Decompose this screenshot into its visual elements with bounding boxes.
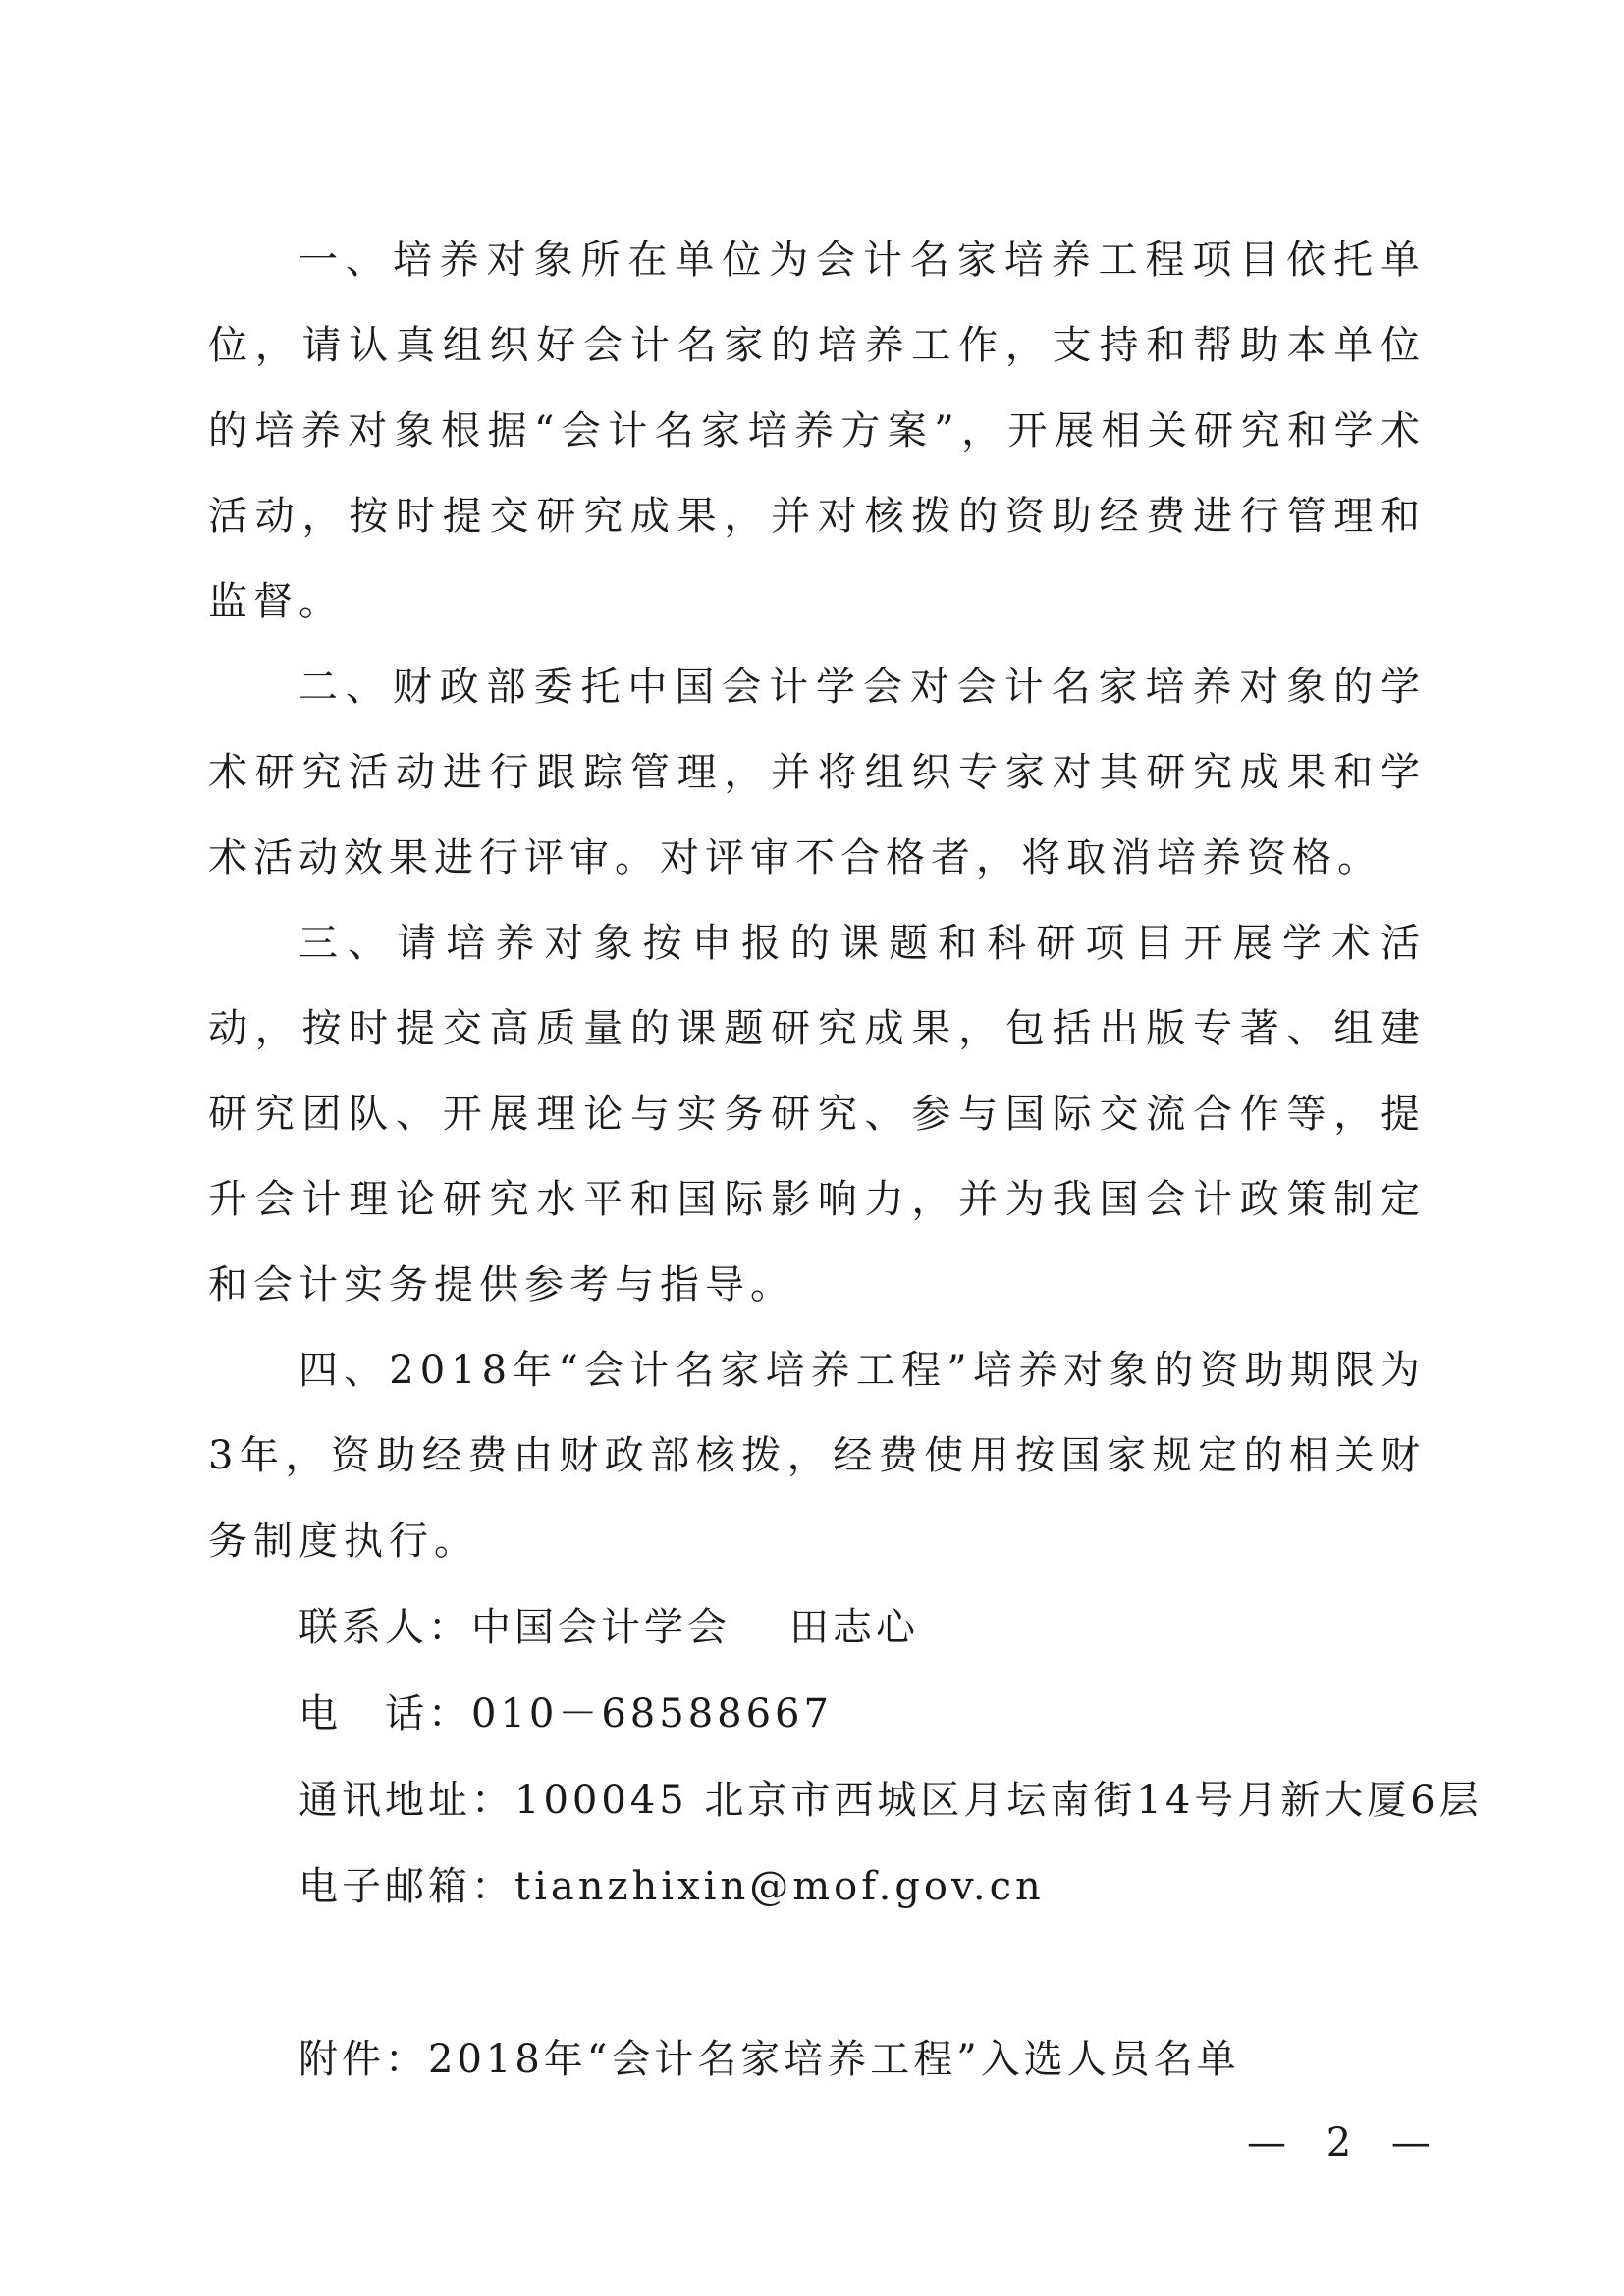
contact-person-org: 中国会计学会 (471, 1605, 731, 1650)
contact-email-label: 电子邮箱： (298, 1864, 514, 1909)
contact-phone: 010－68588667 (471, 1691, 833, 1736)
contact-phone-line (208, 1671, 1426, 1757)
contact-address-line (208, 1757, 1483, 1843)
page-number: — 2 — (1247, 2120, 1444, 2165)
paragraph-1: 一、培养对象所在单位为会计名家培养工程项目依托单位，请认真组织好会计名家的培养工作，支持和帮助本单位的培养对象根据“会计名家培养方案”，开展相关研究和学术活动，按时提交研究成果，并对核拨的资助经费进行管理和监督。 (208, 238, 1426, 624)
contact-phone-label: 电 话： (298, 1691, 471, 1736)
contact-address-label: 通讯地址： (298, 1778, 514, 1823)
paragraph-2: 二、财政部委托中国会计学会对会计名家培养对象的学术研究活动进行跟踪管理，并将组织专家对其研究成果和学术活动效果进行评审。对评审不合格者，将取消培养资格。 (208, 665, 1426, 881)
contact-address: 100045 北京市西城区月坛南街14号月新大厦6层 (514, 1778, 1483, 1823)
contact-person-line (208, 1584, 1426, 1671)
paragraph-3: 三、请培养对象按申报的课题和科研项目开展学术活动，按时提交高质量的课题研究成果，包括出版专著、组建研究团队、开展理论与实务研究、参与国际交流合作等，提升会计理论研究水平和国际影响力，并为我国会计政策制定和会计实务提供参考与指导。 (208, 921, 1426, 1308)
contact-email-line (208, 1843, 1426, 1930)
paragraph-4: 四、2018年“会计名家培养工程”培养对象的资助期限为3年，资助经费由财政部核拨，经费使用按国家规定的相关财务制度执行。 (208, 1348, 1426, 1564)
attachment-line (208, 2016, 1426, 2103)
contact-person-name: 田志心 (789, 1605, 919, 1650)
attachment-label: 附件： (298, 2037, 428, 2082)
contact-person-label: 联系人： (298, 1605, 471, 1650)
attachment-text: 2018年“会计名家培养工程”入选人员名单 (428, 2037, 1240, 2082)
contact-email: tianzhixin@mof.gov.cn (514, 1864, 1045, 1909)
document-body (208, 218, 1483, 2103)
